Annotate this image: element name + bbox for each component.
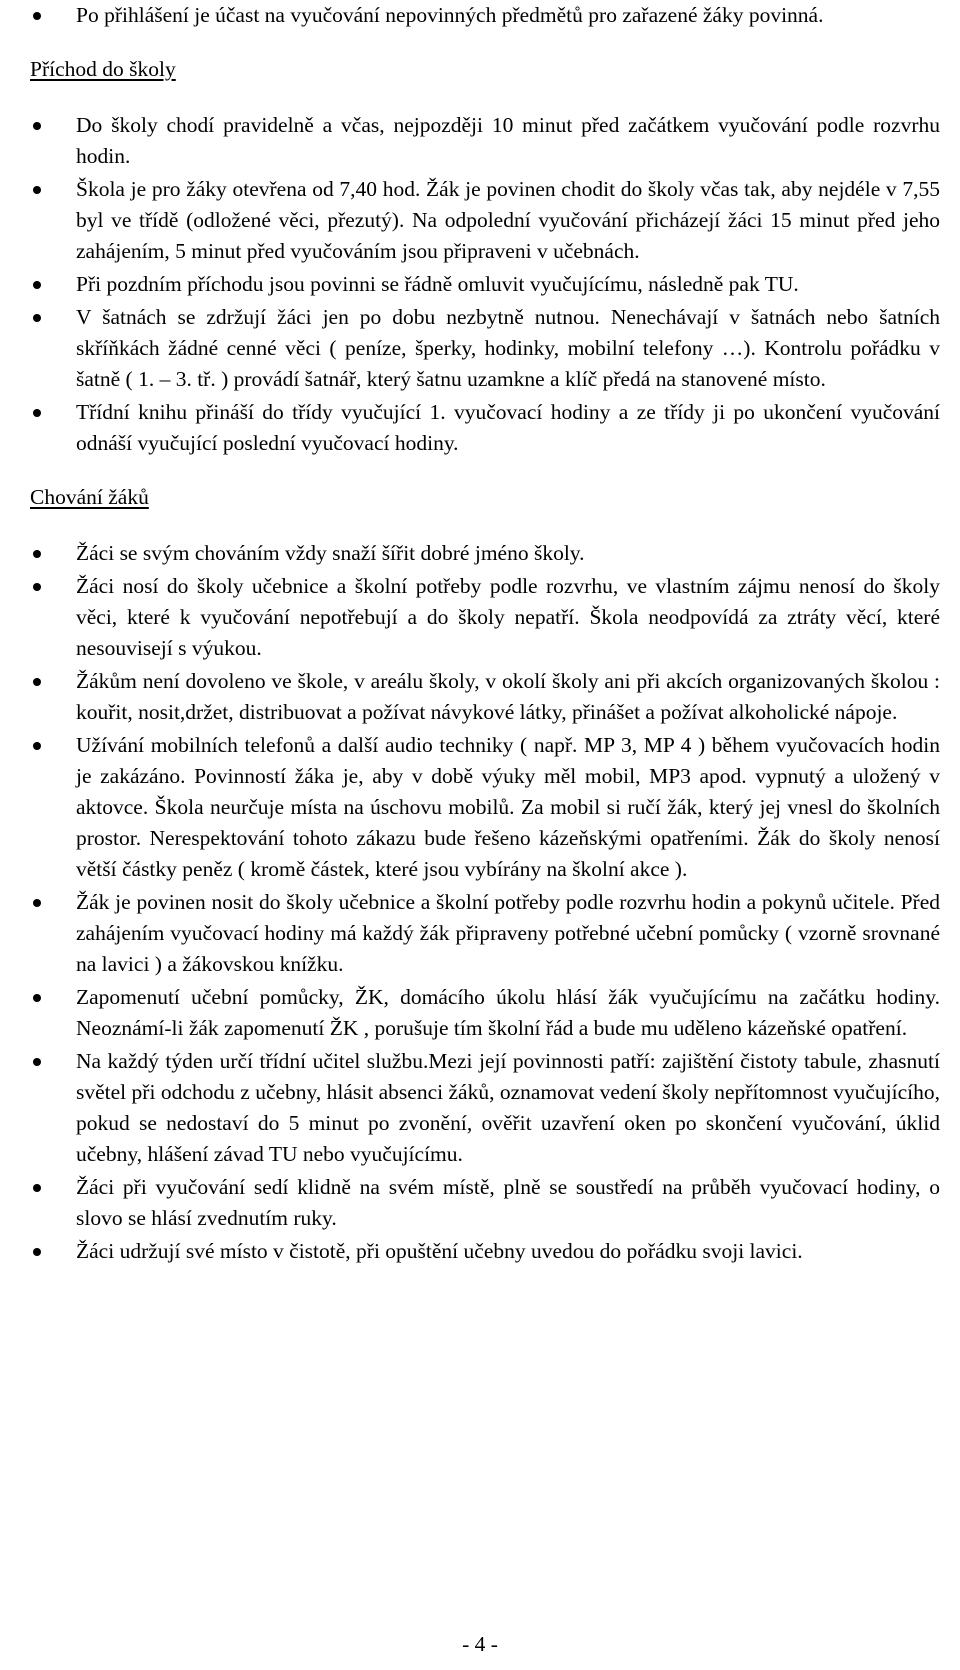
- list-item: Do školy chodí pravidelně a včas, nejpozději 10 minut před začátkem vyučování podle rozvrhu hodin.: [30, 110, 940, 172]
- list-item: Žáci udržují své místo v čistotě, při opuštění učebny uvedou do pořádku svoji lavici.: [30, 1236, 940, 1267]
- list-item: Zapomenutí učební pomůcky, ŽK, domácího úkolu hlásí žák vyučujícímu na začátku hodiny. Neoznámí-li žák zapomenutí ŽK , porušuje tím školní řád a bude mu uděleno kázeňské opatření.: [30, 982, 940, 1044]
- list-item: Po přihlášení je účast na vyučování nepovinných předmětů pro zařazené žáky povinná.: [30, 0, 940, 31]
- list-item: Žákům není dovoleno ve škole, v areálu školy, v okolí školy ani při akcích organizovaných školou : kouřit, nosit,držet, distribuovat a požívat návykové látky, přinášet a požívat alkoholické nápoje.: [30, 666, 940, 728]
- section-heading-arrival: Příchod do školy: [30, 57, 176, 81]
- section-heading-behavior: Chování žáků: [30, 485, 149, 509]
- list-item: Žáci nosí do školy učebnice a školní potřeby podle rozvrhu, ve vlastním zájmu nenosí do školy věci, které k vyučování nepotřebují a do školy nepatří. Škola neodpovídá za ztráty věcí, které nesouvisejí s výukou.: [30, 571, 940, 664]
- list-item: Na každý týden určí třídní učitel službu.Mezi její povinnosti patří: zajištění čistoty tabule, zhasnutí světel při odchodu z učebny, hlásit absenci žáků, oznamovat vedení školy nepřítomnost vyučujícího, pokud se nedostaví do 5 minut po zvonění, ověřit uzavření oken po skončení vyučování, úklid učebny, hlášení závad TU nebo vyučujícímu.: [30, 1046, 940, 1170]
- document-body: [30, 0, 940, 1269]
- list-item: Žáci při vyučování sedí klidně na svém místě, plně se soustředí na průběh vyučovací hodiny, o slovo se hlásí zvednutím ruky.: [30, 1172, 940, 1234]
- list-item: V šatnách se zdržují žáci jen po dobu nezbytně nutnou. Nenechávají v šatnách nebo šatních skříňkách žádné cenné věci ( peníze, šperky, hodinky, mobilní telefony …). Kontrolu pořádku v šatně ( 1. – 3. tř. ) provádí šatnář, který šatnu uzamkne a klíč předá na stanovené místo.: [30, 302, 940, 395]
- list-item: Při pozdním příchodu jsou povinni se řádně omluvit vyučujícímu, následně pak TU.: [30, 269, 940, 300]
- list-item: Třídní knihu přináší do třídy vyučující 1. vyučovací hodiny a ze třídy ji po ukončení vyučování odnáší vyučující poslední vyučovací hodiny.: [30, 397, 940, 459]
- behavior-list: [30, 538, 940, 1267]
- list-item: Užívání mobilních telefonů a další audio techniky ( např. MP 3, MP 4 ) během vyučovacích hodin je zakázáno. Povinností žáka je, aby v době výuky měl mobil, MP3 apod. vypnutý a uložený v aktovce. Škola neurčuje místa na úschovu mobilů. Za mobil si ručí žák, který jej vnesl do školních prostor. Nerespektování tohoto zákazu bude řešeno kázeňskými opatřeními. Žák do školy nenosí větší částky peněz ( kromě částek, které jsou vybírány na školní akce ).: [30, 730, 940, 885]
- page-number: - 4 -: [462, 1632, 498, 1656]
- list-item: Žák je povinen nosit do školy učebnice a školní potřeby podle rozvrhu hodin a pokynů učitele. Před zahájením vyučovací hodiny má každý žák připraveny potřebné učební pomůcky ( vzorně srovnané na lavici ) a žákovskou knížku.: [30, 887, 940, 980]
- intro-list: [30, 0, 940, 31]
- arrival-list: [30, 110, 940, 459]
- list-item: Žáci se svým chováním vždy snaží šířit dobré jméno školy.: [30, 538, 940, 569]
- list-item: Škola je pro žáky otevřena od 7,40 hod. Žák je povinen chodit do školy včas tak, aby nejdéle v 7,55 byl ve třídě (odložené věci, přezutý). Na odpolední vyučování přicházejí žáci 15 minut před jeho zahájením, 5 minut před vyučováním jsou připraveni v učebnách.: [30, 174, 940, 267]
